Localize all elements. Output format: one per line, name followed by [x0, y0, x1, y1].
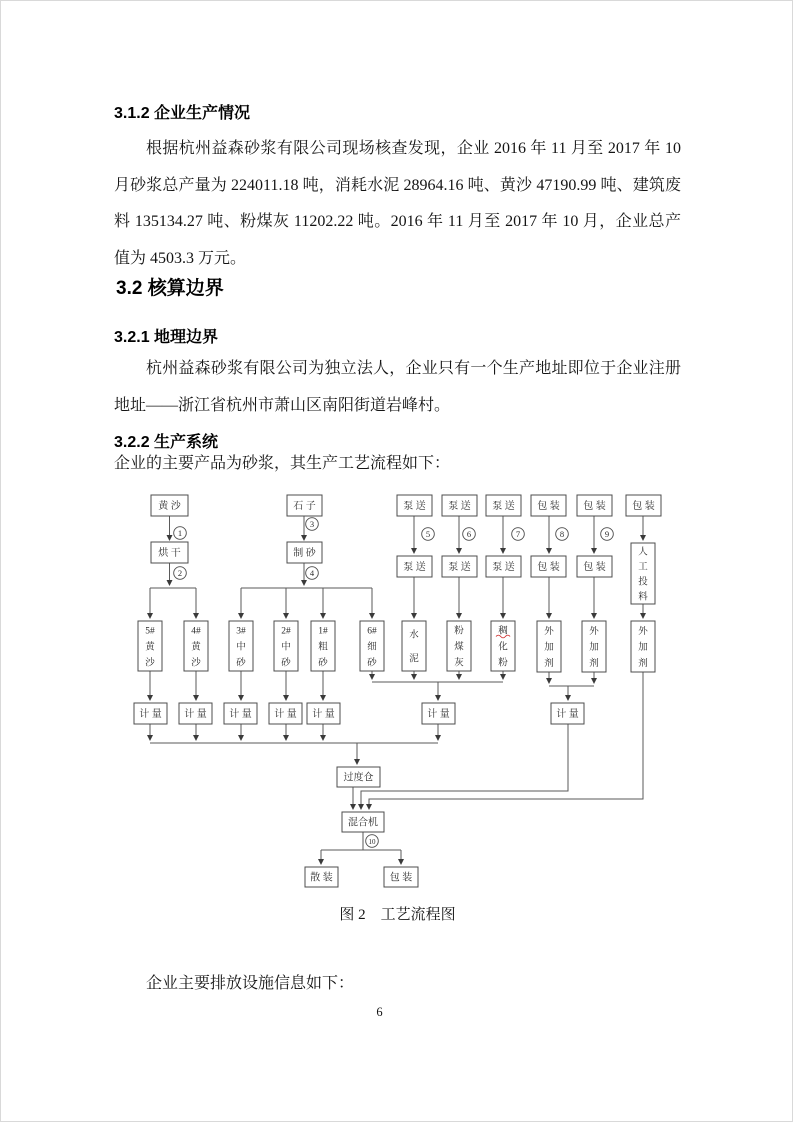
step-badge-1 [174, 527, 187, 540]
step-badge-4 [306, 567, 319, 580]
section-heading-3-2: 3.2 核算边界 [116, 278, 224, 299]
svg-text:粉: 粉 [454, 626, 464, 637]
node-yellow-sand [151, 495, 188, 516]
svg-text:4: 4 [309, 568, 315, 578]
node-meter-4 [269, 703, 302, 724]
svg-text:细: 细 [367, 642, 377, 653]
node-mixer [342, 812, 384, 832]
svg-text:2: 2 [177, 568, 183, 578]
node-additive-silo-1 [537, 621, 561, 672]
node-silo-4-yellow-sand [184, 621, 208, 671]
svg-text:黄: 黄 [191, 642, 201, 653]
node-stone [287, 495, 322, 516]
svg-text:粗: 粗 [318, 642, 328, 653]
svg-text:砂: 砂 [318, 658, 328, 669]
svg-text:投: 投 [638, 577, 648, 588]
node-pack-2-upper [577, 495, 612, 516]
svg-text:计 量: 计 量 [229, 709, 252, 720]
svg-text:沙: 沙 [191, 658, 201, 669]
svg-text:6#: 6# [367, 626, 377, 637]
svg-text:砂: 砂 [367, 658, 377, 669]
svg-text:5#: 5# [145, 626, 155, 637]
step-badge-6 [463, 528, 476, 541]
node-silo-3-medium-sand [229, 621, 253, 671]
node-cement-silo [402, 621, 426, 671]
figure-caption: 图 2 工艺流程图 [339, 907, 456, 923]
step-badge-10 [366, 835, 379, 848]
node-bulk-loading [305, 867, 338, 887]
svg-text:泵 送: 泵 送 [448, 562, 471, 573]
svg-text:8: 8 [559, 529, 565, 539]
step-badge-9 [601, 528, 614, 541]
svg-text:泵 送: 泵 送 [448, 501, 471, 512]
node-pack-2-lower [577, 556, 612, 577]
step-badge-2 [174, 567, 187, 580]
node-meter-3 [224, 703, 257, 724]
node-additive-silo-2 [582, 621, 606, 672]
node-pack-3-upper [626, 495, 661, 516]
node-thickening-powder-silo [491, 621, 515, 671]
node-additive-silo-3 [631, 621, 655, 672]
step-badge-3 [306, 518, 319, 531]
paragraph-geographic-boundary: 杭州益森砂浆有限公司为独立法人，企业只有一个生产地址即位于企业注册地址——浙江省杭州市萧山区南阳街道岩峰村。 [114, 360, 681, 414]
node-sand-making [287, 542, 322, 563]
node-silo-5-yellow-sand [138, 621, 162, 671]
svg-text:灰: 灰 [454, 658, 464, 669]
svg-text:泵 送: 泵 送 [492, 501, 515, 512]
svg-text:剂: 剂 [589, 659, 599, 669]
process-flow-diagram [1, 1, 793, 1122]
step-badge-7 [512, 528, 525, 541]
flow-edge [361, 724, 568, 809]
svg-text:煤: 煤 [454, 642, 464, 653]
paragraph-process-intro: 企业的主要产品为砂浆，其生产工艺流程如下： [114, 455, 451, 472]
svg-text:散 装: 散 装 [310, 872, 333, 884]
svg-text:2#: 2# [281, 626, 291, 637]
svg-text:3: 3 [309, 519, 315, 529]
svg-text:料: 料 [638, 592, 648, 603]
svg-text:水: 水 [409, 630, 419, 641]
svg-text:石 子: 石 子 [293, 501, 316, 512]
page-number: 6 [376, 1005, 383, 1019]
svg-text:计 量: 计 量 [312, 709, 335, 720]
node-drying [151, 542, 188, 563]
node-pump-1-upper [397, 495, 432, 516]
svg-text:泵 送: 泵 送 [403, 501, 426, 512]
step-badge-8 [556, 528, 569, 541]
svg-text:剂: 剂 [638, 659, 648, 669]
svg-text:泥: 泥 [409, 654, 419, 665]
svg-text:外: 外 [589, 627, 599, 637]
node-meter-7 [551, 703, 584, 724]
node-pump-1-lower [397, 556, 432, 577]
svg-text:3#: 3# [236, 626, 246, 637]
node-pump-2-lower [442, 556, 477, 577]
svg-text:沙: 沙 [145, 658, 155, 669]
svg-text:计 量: 计 量 [274, 709, 297, 720]
svg-text:烘 干: 烘 干 [158, 548, 181, 559]
svg-text:工: 工 [638, 562, 648, 573]
node-silo-1-coarse-sand [311, 621, 335, 671]
node-meter-1 [134, 703, 167, 724]
node-pump-3-upper [486, 495, 521, 516]
svg-text:加: 加 [544, 643, 554, 653]
node-meter-5 [307, 703, 340, 724]
node-fly-ash-silo [447, 621, 471, 671]
svg-text:包 装: 包 装 [632, 501, 655, 512]
svg-text:黄 沙: 黄 沙 [158, 501, 181, 512]
node-final-packing [384, 867, 418, 887]
svg-text:1: 1 [177, 528, 183, 538]
svg-text:砂: 砂 [236, 658, 246, 669]
node-silo-2-medium-sand [274, 621, 298, 671]
svg-text:制 砂: 制 砂 [293, 548, 316, 559]
section-heading-3-2-2: 3.2.2 生产系统 [114, 434, 219, 451]
paragraph-emission-facilities-intro: 企业主要排放设施信息如下： [146, 975, 355, 992]
step-badge-5 [422, 528, 435, 541]
svg-text:包 装: 包 装 [537, 562, 560, 573]
svg-text:计 量: 计 量 [556, 709, 579, 720]
svg-text:稠: 稠 [498, 626, 508, 637]
flow-nodes [134, 495, 661, 887]
node-silo-6-fine-sand [360, 621, 384, 671]
svg-text:计 量: 计 量 [427, 709, 450, 720]
node-meter-6 [422, 703, 455, 724]
node-pack-1-lower [531, 556, 566, 577]
node-pump-3-lower [486, 556, 521, 577]
node-pump-2-upper [442, 495, 477, 516]
section-heading-3-1-2: 3.1.2 企业生产情况 [114, 105, 251, 122]
svg-text:泵 送: 泵 送 [492, 562, 515, 573]
svg-text:黄: 黄 [145, 642, 155, 653]
svg-text:计 量: 计 量 [184, 709, 207, 720]
svg-text:过度仓: 过度仓 [343, 772, 374, 784]
section-heading-3-2-1: 3.2.1 地理边界 [114, 329, 219, 346]
svg-text:9: 9 [604, 529, 610, 539]
svg-text:10: 10 [368, 838, 376, 846]
svg-text:加: 加 [638, 643, 648, 653]
svg-text:包 装: 包 装 [537, 501, 560, 512]
svg-text:包 装: 包 装 [583, 501, 606, 512]
node-pack-1-upper [531, 495, 566, 516]
node-meter-2 [179, 703, 212, 724]
svg-text:包 装: 包 装 [389, 872, 413, 884]
svg-text:5: 5 [425, 529, 431, 539]
svg-text:中: 中 [236, 642, 246, 653]
svg-text:加: 加 [589, 643, 599, 653]
svg-text:中: 中 [281, 642, 291, 653]
svg-text:剂: 剂 [544, 659, 554, 669]
svg-text:混合机: 混合机 [348, 817, 378, 829]
svg-text:砂: 砂 [281, 658, 291, 669]
svg-text:1#: 1# [318, 626, 328, 637]
svg-text:外: 外 [544, 627, 554, 637]
svg-text:化: 化 [498, 642, 508, 653]
svg-text:计 量: 计 量 [139, 709, 162, 720]
paragraph-production-status: 根据杭州益森砂浆有限公司现场核查发现，企业 2016 年 11 月至 2017 年 10 月砂浆总产量为 224011.18 吨，消耗水泥 28964.16 吨、黄沙 47190.99 吨、建筑废料 135134.27 吨、粉煤灰 11202.22 吨。2016 年 11 月至 2017 年 10 月，企业总产值为 4503.3 万元。 [114, 140, 681, 267]
svg-text:包 装: 包 装 [583, 562, 606, 573]
svg-text:粉: 粉 [498, 658, 508, 669]
svg-text:外: 外 [638, 627, 648, 637]
node-transition-bin [337, 767, 380, 787]
svg-text:6: 6 [466, 529, 472, 539]
node-manual-feed [631, 543, 655, 604]
flow-edge [369, 672, 643, 809]
svg-text:4#: 4# [191, 626, 201, 637]
svg-text:7: 7 [515, 529, 521, 539]
svg-text:泵 送: 泵 送 [403, 562, 426, 573]
svg-text:人: 人 [638, 547, 648, 558]
